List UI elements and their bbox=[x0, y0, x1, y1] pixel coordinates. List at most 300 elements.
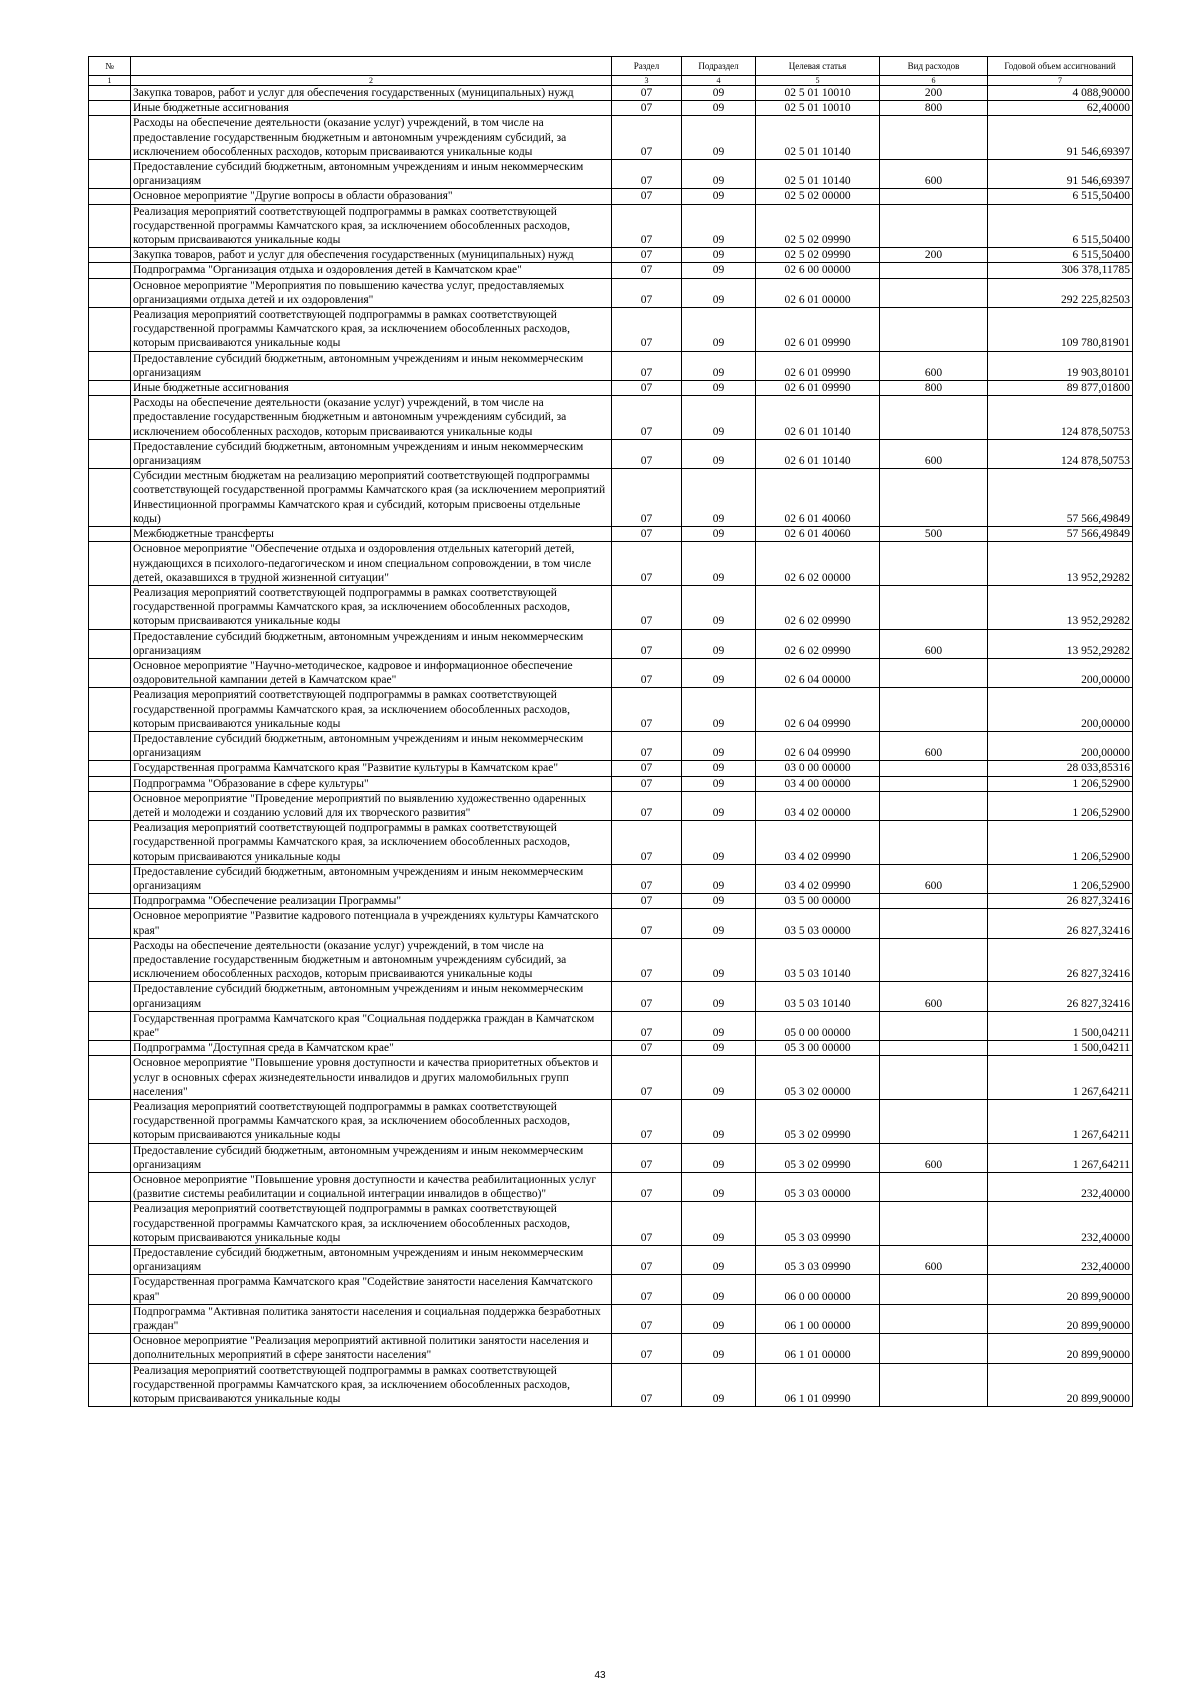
row-subsection: 09 bbox=[682, 86, 756, 101]
row-target-article: 05 3 00 00000 bbox=[756, 1041, 880, 1056]
row-expense-type bbox=[880, 688, 988, 732]
row-subsection: 09 bbox=[682, 1173, 756, 1202]
column-number: 7 bbox=[988, 76, 1133, 86]
row-number bbox=[89, 1363, 131, 1407]
row-section: 07 bbox=[612, 761, 682, 776]
row-amount: 6 515,50400 bbox=[988, 204, 1133, 248]
table-row bbox=[89, 864, 1133, 893]
row-section: 07 bbox=[612, 1173, 682, 1202]
row-expense-type bbox=[880, 1041, 988, 1056]
row-name: Расходы на обеспечение деятельности (оказание услуг) учреждений, в том числе на предоставление государственным бюджетным и автономным учреждениям субсидий, за исключением обособленных расходов, которым присваиваются уникальные коды bbox=[131, 938, 612, 982]
row-expense-type bbox=[880, 791, 988, 820]
row-target-article: 06 1 01 09990 bbox=[756, 1363, 880, 1407]
row-section: 07 bbox=[612, 542, 682, 586]
row-name: Реализация мероприятий соответствующей подпрограммы в рамках соответствующей государственной программы Камчатского края, за исключением обособленных расходов, которым присваиваются уникальные коды bbox=[131, 308, 612, 352]
row-expense-type: 600 bbox=[880, 1143, 988, 1172]
row-number bbox=[89, 1011, 131, 1040]
table-row bbox=[89, 439, 1133, 468]
row-number bbox=[89, 1143, 131, 1172]
row-expense-type bbox=[880, 469, 988, 527]
row-expense-type: 600 bbox=[880, 731, 988, 760]
row-amount: 232,40000 bbox=[988, 1246, 1133, 1275]
table-row bbox=[89, 189, 1133, 204]
row-amount: 200,00000 bbox=[988, 658, 1133, 687]
table-row bbox=[89, 821, 1133, 865]
row-amount: 13 952,29282 bbox=[988, 629, 1133, 658]
row-name: Основное мероприятие "Другие вопросы в области образования" bbox=[131, 189, 612, 204]
row-section: 07 bbox=[612, 658, 682, 687]
row-number bbox=[89, 776, 131, 791]
row-section: 07 bbox=[612, 1100, 682, 1144]
row-subsection: 09 bbox=[682, 396, 756, 440]
row-subsection: 09 bbox=[682, 864, 756, 893]
header-amount: Годовой объем ассигнований bbox=[988, 57, 1133, 76]
row-number bbox=[89, 160, 131, 189]
row-subsection: 09 bbox=[682, 263, 756, 278]
row-name: Закупка товаров, работ и услуг для обеспечения государственных (муниципальных) нужд bbox=[131, 248, 612, 263]
table-row bbox=[89, 1143, 1133, 1172]
row-section: 07 bbox=[612, 909, 682, 938]
row-subsection: 09 bbox=[682, 761, 756, 776]
row-expense-type bbox=[880, 1304, 988, 1333]
table-row bbox=[89, 396, 1133, 440]
table-row bbox=[89, 761, 1133, 776]
row-number bbox=[89, 629, 131, 658]
row-number bbox=[89, 1041, 131, 1056]
row-section: 07 bbox=[612, 1363, 682, 1407]
row-amount: 6 515,50400 bbox=[988, 248, 1133, 263]
row-section: 07 bbox=[612, 396, 682, 440]
row-target-article: 06 1 00 00000 bbox=[756, 1304, 880, 1333]
row-number bbox=[89, 542, 131, 586]
row-name: Основное мероприятие "Реализация мероприятий активной политики занятости населения и дополнительных мероприятий в сфере занятости населения" bbox=[131, 1334, 612, 1363]
table-row bbox=[89, 278, 1133, 307]
row-section: 07 bbox=[612, 731, 682, 760]
row-expense-type: 600 bbox=[880, 629, 988, 658]
row-section: 07 bbox=[612, 1041, 682, 1056]
row-section: 07 bbox=[612, 938, 682, 982]
row-amount: 232,40000 bbox=[988, 1202, 1133, 1246]
table-row bbox=[89, 116, 1133, 160]
row-amount: 20 899,90000 bbox=[988, 1304, 1133, 1333]
row-expense-type bbox=[880, 278, 988, 307]
row-number bbox=[89, 439, 131, 468]
row-target-article: 02 5 02 09990 bbox=[756, 204, 880, 248]
row-section: 07 bbox=[612, 1275, 682, 1304]
row-amount: 19 903,80101 bbox=[988, 351, 1133, 380]
row-amount: 57 566,49849 bbox=[988, 527, 1133, 542]
row-amount: 200,00000 bbox=[988, 731, 1133, 760]
row-section: 07 bbox=[612, 1143, 682, 1172]
row-amount: 91 546,69397 bbox=[988, 116, 1133, 160]
row-expense-type bbox=[880, 585, 988, 629]
row-name: Предоставление субсидий бюджетным, автономным учреждениям и иным некоммерческим организациям bbox=[131, 351, 612, 380]
row-name: Реализация мероприятий соответствующей подпрограммы в рамках соответствующей государственной программы Камчатского края, за исключением обособленных расходов, которым присваиваются уникальные коды bbox=[131, 1202, 612, 1246]
row-amount: 28 033,85316 bbox=[988, 761, 1133, 776]
row-subsection: 09 bbox=[682, 1011, 756, 1040]
row-number bbox=[89, 248, 131, 263]
row-expense-type bbox=[880, 189, 988, 204]
row-number bbox=[89, 381, 131, 396]
table-row bbox=[89, 776, 1133, 791]
row-name: Основное мероприятие "Проведение мероприятий по выявлению художественно одаренных детей и молодежи и созданию условий для их творческого развития" bbox=[131, 791, 612, 820]
row-subsection: 09 bbox=[682, 658, 756, 687]
row-amount: 124 878,50753 bbox=[988, 396, 1133, 440]
row-name: Основное мероприятие "Повышение уровня доступности и качества реабилитационных услуг (развитие системы реабилитации и социальной интеграции инвалидов в общество)" bbox=[131, 1173, 612, 1202]
row-section: 07 bbox=[612, 86, 682, 101]
row-number bbox=[89, 982, 131, 1011]
row-number bbox=[89, 469, 131, 527]
table-row bbox=[89, 585, 1133, 629]
row-target-article: 03 5 03 10140 bbox=[756, 938, 880, 982]
row-name: Расходы на обеспечение деятельности (оказание услуг) учреждений, в том числе на предоставление государственным бюджетным и автономным учреждениям субсидий, за исключением обособленных расходов, которым присваиваются уникальные коды bbox=[131, 116, 612, 160]
row-subsection: 09 bbox=[682, 160, 756, 189]
row-target-article: 02 6 01 09990 bbox=[756, 351, 880, 380]
row-number bbox=[89, 1275, 131, 1304]
row-expense-type bbox=[880, 308, 988, 352]
table-row bbox=[89, 542, 1133, 586]
row-subsection: 09 bbox=[682, 731, 756, 760]
table-row bbox=[89, 938, 1133, 982]
row-target-article: 02 5 02 09990 bbox=[756, 248, 880, 263]
row-section: 07 bbox=[612, 248, 682, 263]
row-expense-type bbox=[880, 1202, 988, 1246]
row-amount: 20 899,90000 bbox=[988, 1363, 1133, 1407]
row-number bbox=[89, 527, 131, 542]
header-num: № bbox=[89, 57, 131, 76]
column-number: 1 bbox=[89, 76, 131, 86]
row-amount: 1 206,52900 bbox=[988, 791, 1133, 820]
row-amount: 1 267,64211 bbox=[988, 1056, 1133, 1100]
row-subsection: 09 bbox=[682, 1334, 756, 1363]
row-expense-type bbox=[880, 821, 988, 865]
row-section: 07 bbox=[612, 527, 682, 542]
row-expense-type bbox=[880, 938, 988, 982]
row-name: Основное мероприятие "Развитие кадрового потенциала в учреждениях культуры Камчатского края" bbox=[131, 909, 612, 938]
row-expense-type bbox=[880, 1056, 988, 1100]
row-subsection: 09 bbox=[682, 776, 756, 791]
row-number bbox=[89, 585, 131, 629]
row-subsection: 09 bbox=[682, 1304, 756, 1333]
row-expense-type bbox=[880, 1173, 988, 1202]
table-row bbox=[89, 1056, 1133, 1100]
table-row bbox=[89, 248, 1133, 263]
row-name: Реализация мероприятий соответствующей подпрограммы в рамках соответствующей государственной программы Камчатского края, за исключением обособленных расходов, которым присваиваются уникальные коды bbox=[131, 821, 612, 865]
row-number bbox=[89, 1173, 131, 1202]
row-amount: 13 952,29282 bbox=[988, 585, 1133, 629]
row-subsection: 09 bbox=[682, 351, 756, 380]
row-target-article: 02 6 01 40060 bbox=[756, 469, 880, 527]
row-target-article: 05 3 03 09990 bbox=[756, 1246, 880, 1275]
table-row bbox=[89, 1275, 1133, 1304]
row-expense-type bbox=[880, 1100, 988, 1144]
row-expense-type: 600 bbox=[880, 351, 988, 380]
row-target-article: 05 3 03 09990 bbox=[756, 1202, 880, 1246]
row-amount: 6 515,50400 bbox=[988, 189, 1133, 204]
row-name: Основное мероприятие "Научно-методическое, кадровое и информационное обеспечение оздоровительной кампании детей в Камчатском крае" bbox=[131, 658, 612, 687]
row-name: Предоставление субсидий бюджетным, автономным учреждениям и иным некоммерческим организациям bbox=[131, 982, 612, 1011]
table-row bbox=[89, 1334, 1133, 1363]
row-section: 07 bbox=[612, 791, 682, 820]
row-subsection: 09 bbox=[682, 938, 756, 982]
table-row bbox=[89, 86, 1133, 101]
row-amount: 1 500,04211 bbox=[988, 1011, 1133, 1040]
table-row bbox=[89, 204, 1133, 248]
row-amount: 292 225,82503 bbox=[988, 278, 1133, 307]
row-section: 07 bbox=[612, 629, 682, 658]
document-page bbox=[88, 56, 1132, 1407]
row-subsection: 09 bbox=[682, 821, 756, 865]
table-row bbox=[89, 1041, 1133, 1056]
row-name: Предоставление субсидий бюджетным, автономным учреждениям и иным некоммерческим организациям bbox=[131, 629, 612, 658]
table-row bbox=[89, 1202, 1133, 1246]
row-expense-type bbox=[880, 776, 988, 791]
row-section: 07 bbox=[612, 688, 682, 732]
row-name: Подпрограмма "Доступная среда в Камчатском крае" bbox=[131, 1041, 612, 1056]
row-amount: 62,40000 bbox=[988, 101, 1133, 116]
row-section: 07 bbox=[612, 821, 682, 865]
row-target-article: 03 4 00 00000 bbox=[756, 776, 880, 791]
row-section: 07 bbox=[612, 204, 682, 248]
row-target-article: 05 3 02 09990 bbox=[756, 1100, 880, 1144]
row-target-article: 03 0 00 00000 bbox=[756, 761, 880, 776]
column-number: 4 bbox=[682, 76, 756, 86]
table-row bbox=[89, 982, 1133, 1011]
row-subsection: 09 bbox=[682, 278, 756, 307]
row-name: Межбюджетные трансферты bbox=[131, 527, 612, 542]
row-expense-type bbox=[880, 116, 988, 160]
row-section: 07 bbox=[612, 116, 682, 160]
row-subsection: 09 bbox=[682, 1246, 756, 1275]
row-expense-type bbox=[880, 204, 988, 248]
row-name: Подпрограмма "Организация отдыха и оздоровления детей в Камчатском крае" bbox=[131, 263, 612, 278]
row-name: Иные бюджетные ассигнования bbox=[131, 101, 612, 116]
row-target-article: 02 5 02 00000 bbox=[756, 189, 880, 204]
row-name: Предоставление субсидий бюджетным, автономным учреждениям и иным некоммерческим организациям bbox=[131, 1143, 612, 1172]
row-amount: 1 267,64211 bbox=[988, 1143, 1133, 1172]
row-number bbox=[89, 1056, 131, 1100]
row-expense-type bbox=[880, 658, 988, 687]
row-target-article: 02 6 02 09990 bbox=[756, 585, 880, 629]
table-row bbox=[89, 101, 1133, 116]
row-expense-type: 200 bbox=[880, 248, 988, 263]
row-number bbox=[89, 351, 131, 380]
row-section: 07 bbox=[612, 160, 682, 189]
header-expense-type: Вид расходов bbox=[880, 57, 988, 76]
row-amount: 26 827,32416 bbox=[988, 909, 1133, 938]
row-name: Подпрограмма "Образование в сфере культуры" bbox=[131, 776, 612, 791]
row-target-article: 02 6 01 40060 bbox=[756, 527, 880, 542]
row-target-article: 02 6 04 09990 bbox=[756, 688, 880, 732]
row-number bbox=[89, 1334, 131, 1363]
row-subsection: 09 bbox=[682, 308, 756, 352]
row-number bbox=[89, 189, 131, 204]
row-name: Предоставление субсидий бюджетным, автономным учреждениям и иным некоммерческим организациям bbox=[131, 1246, 612, 1275]
row-name: Основное мероприятие "Мероприятия по повышению качества услуг, предоставляемых организациями отдыха детей и их оздоровления" bbox=[131, 278, 612, 307]
row-number bbox=[89, 938, 131, 982]
table-row bbox=[89, 791, 1133, 820]
row-subsection: 09 bbox=[682, 1363, 756, 1407]
row-target-article: 05 0 00 00000 bbox=[756, 1011, 880, 1040]
table-row bbox=[89, 308, 1133, 352]
table-row bbox=[89, 351, 1133, 380]
row-expense-type: 600 bbox=[880, 982, 988, 1011]
row-name: Подпрограмма "Обеспечение реализации Программы" bbox=[131, 894, 612, 909]
row-target-article: 02 6 01 09990 bbox=[756, 308, 880, 352]
row-number bbox=[89, 1100, 131, 1144]
row-subsection: 09 bbox=[682, 527, 756, 542]
table-row bbox=[89, 160, 1133, 189]
row-target-article: 02 5 01 10140 bbox=[756, 160, 880, 189]
row-section: 07 bbox=[612, 381, 682, 396]
row-target-article: 03 5 00 00000 bbox=[756, 894, 880, 909]
header-subsection: Подраздел bbox=[682, 57, 756, 76]
row-section: 07 bbox=[612, 1056, 682, 1100]
row-amount: 4 088,90000 bbox=[988, 86, 1133, 101]
row-name: Предоставление субсидий бюджетным, автономным учреждениям и иным некоммерческим организациям bbox=[131, 731, 612, 760]
row-name: Предоставление субсидий бюджетным, автономным учреждениям и иным некоммерческим организациям bbox=[131, 160, 612, 189]
table-row bbox=[89, 469, 1133, 527]
row-target-article: 02 6 01 10140 bbox=[756, 439, 880, 468]
row-subsection: 09 bbox=[682, 982, 756, 1011]
row-amount: 26 827,32416 bbox=[988, 982, 1133, 1011]
row-amount: 109 780,81901 bbox=[988, 308, 1133, 352]
table-row bbox=[89, 527, 1133, 542]
row-name: Предоставление субсидий бюджетным, автономным учреждениям и иным некоммерческим организациям bbox=[131, 864, 612, 893]
row-expense-type bbox=[880, 263, 988, 278]
row-amount: 1 206,52900 bbox=[988, 864, 1133, 893]
row-target-article: 03 4 02 00000 bbox=[756, 791, 880, 820]
row-section: 07 bbox=[612, 439, 682, 468]
row-amount: 1 206,52900 bbox=[988, 776, 1133, 791]
row-expense-type bbox=[880, 1363, 988, 1407]
row-subsection: 09 bbox=[682, 585, 756, 629]
row-number bbox=[89, 263, 131, 278]
row-subsection: 09 bbox=[682, 791, 756, 820]
row-target-article: 06 0 00 00000 bbox=[756, 1275, 880, 1304]
row-subsection: 09 bbox=[682, 189, 756, 204]
row-name: Реализация мероприятий соответствующей подпрограммы в рамках соответствующей государственной программы Камчатского края, за исключением обособленных расходов, которым присваиваются уникальные коды bbox=[131, 1100, 612, 1144]
row-section: 07 bbox=[612, 864, 682, 893]
row-number bbox=[89, 688, 131, 732]
row-target-article: 02 6 04 00000 bbox=[756, 658, 880, 687]
row-expense-type: 600 bbox=[880, 160, 988, 189]
row-subsection: 09 bbox=[682, 1143, 756, 1172]
row-name: Подпрограмма "Активная политика занятости населения и социальная поддержка безработных граждан" bbox=[131, 1304, 612, 1333]
row-subsection: 09 bbox=[682, 542, 756, 586]
row-subsection: 09 bbox=[682, 116, 756, 160]
row-number bbox=[89, 204, 131, 248]
row-expense-type: 800 bbox=[880, 381, 988, 396]
row-target-article: 02 6 01 00000 bbox=[756, 278, 880, 307]
row-target-article: 02 5 01 10140 bbox=[756, 116, 880, 160]
row-amount: 124 878,50753 bbox=[988, 439, 1133, 468]
row-expense-type: 800 bbox=[880, 101, 988, 116]
row-target-article: 02 6 00 00000 bbox=[756, 263, 880, 278]
row-target-article: 02 6 02 09990 bbox=[756, 629, 880, 658]
row-subsection: 09 bbox=[682, 248, 756, 263]
row-target-article: 02 6 04 09990 bbox=[756, 731, 880, 760]
table-row bbox=[89, 1011, 1133, 1040]
row-subsection: 09 bbox=[682, 204, 756, 248]
column-number: 2 bbox=[131, 76, 612, 86]
header-target: Целевая статья bbox=[756, 57, 880, 76]
row-target-article: 02 5 01 10010 bbox=[756, 101, 880, 116]
row-section: 07 bbox=[612, 1304, 682, 1333]
table-row bbox=[89, 263, 1133, 278]
row-subsection: 09 bbox=[682, 1275, 756, 1304]
header-name bbox=[131, 57, 612, 76]
row-number bbox=[89, 1246, 131, 1275]
table-row bbox=[89, 909, 1133, 938]
table-row bbox=[89, 1100, 1133, 1144]
page-number: 43 bbox=[594, 1670, 606, 1681]
row-name: Закупка товаров, работ и услуг для обеспечения государственных (муниципальных) нужд bbox=[131, 86, 612, 101]
row-section: 07 bbox=[612, 982, 682, 1011]
row-expense-type bbox=[880, 1334, 988, 1363]
row-expense-type bbox=[880, 761, 988, 776]
table-row bbox=[89, 1173, 1133, 1202]
row-number bbox=[89, 1304, 131, 1333]
row-name: Основное мероприятие "Обеспечение отдыха и оздоровления отдельных категорий детей, нуждающихся в психолого-педагогическом и ином специальном сопровождении, в том числе детей, оказавшихся в трудной жизненной ситуации" bbox=[131, 542, 612, 586]
row-number bbox=[89, 86, 131, 101]
row-section: 07 bbox=[612, 308, 682, 352]
row-amount: 306 378,11785 bbox=[988, 263, 1133, 278]
row-target-article: 03 5 03 00000 bbox=[756, 909, 880, 938]
row-number bbox=[89, 308, 131, 352]
row-target-article: 03 4 02 09990 bbox=[756, 864, 880, 893]
row-section: 07 bbox=[612, 1011, 682, 1040]
column-number-row bbox=[89, 76, 1133, 86]
row-name: Государственная программа Камчатского края "Социальная поддержка граждан в Камчатском крае" bbox=[131, 1011, 612, 1040]
row-number bbox=[89, 761, 131, 776]
row-amount: 20 899,90000 bbox=[988, 1275, 1133, 1304]
row-number bbox=[89, 791, 131, 820]
row-section: 07 bbox=[612, 1246, 682, 1275]
row-name: Иные бюджетные ассигнования bbox=[131, 381, 612, 396]
row-name: Реализация мероприятий соответствующей подпрограммы в рамках соответствующей государственной программы Камчатского края, за исключением обособленных расходов, которым присваиваются уникальные коды bbox=[131, 204, 612, 248]
row-number bbox=[89, 396, 131, 440]
row-section: 07 bbox=[612, 894, 682, 909]
row-amount: 89 877,01800 bbox=[988, 381, 1133, 396]
budget-table bbox=[88, 56, 1133, 1407]
row-amount: 232,40000 bbox=[988, 1173, 1133, 1202]
row-subsection: 09 bbox=[682, 894, 756, 909]
row-subsection: 09 bbox=[682, 469, 756, 527]
row-subsection: 09 bbox=[682, 1100, 756, 1144]
row-number bbox=[89, 658, 131, 687]
row-number bbox=[89, 894, 131, 909]
row-amount: 13 952,29282 bbox=[988, 542, 1133, 586]
column-number: 5 bbox=[756, 76, 880, 86]
row-name: Основное мероприятие "Повышение уровня доступности и качества приоритетных объектов и услуг в основных сферах жизнедеятельности инвалидов и других маломобильных групп населения" bbox=[131, 1056, 612, 1100]
row-section: 07 bbox=[612, 776, 682, 791]
row-target-article: 06 1 01 00000 bbox=[756, 1334, 880, 1363]
row-target-article: 02 6 02 00000 bbox=[756, 542, 880, 586]
table-row bbox=[89, 1304, 1133, 1333]
table-row bbox=[89, 894, 1133, 909]
row-expense-type: 600 bbox=[880, 864, 988, 893]
row-amount: 26 827,32416 bbox=[988, 894, 1133, 909]
header-row bbox=[89, 57, 1133, 76]
row-number bbox=[89, 101, 131, 116]
row-target-article: 02 5 01 10010 bbox=[756, 86, 880, 101]
row-number bbox=[89, 1202, 131, 1246]
row-name: Реализация мероприятий соответствующей подпрограммы в рамках соответствующей государственной программы Камчатского края, за исключением обособленных расходов, которым присваиваются уникальные коды bbox=[131, 688, 612, 732]
table-row bbox=[89, 731, 1133, 760]
row-name: Государственная программа Камчатского края "Развитие культуры в Камчатском крае" bbox=[131, 761, 612, 776]
row-expense-type: 200 bbox=[880, 86, 988, 101]
